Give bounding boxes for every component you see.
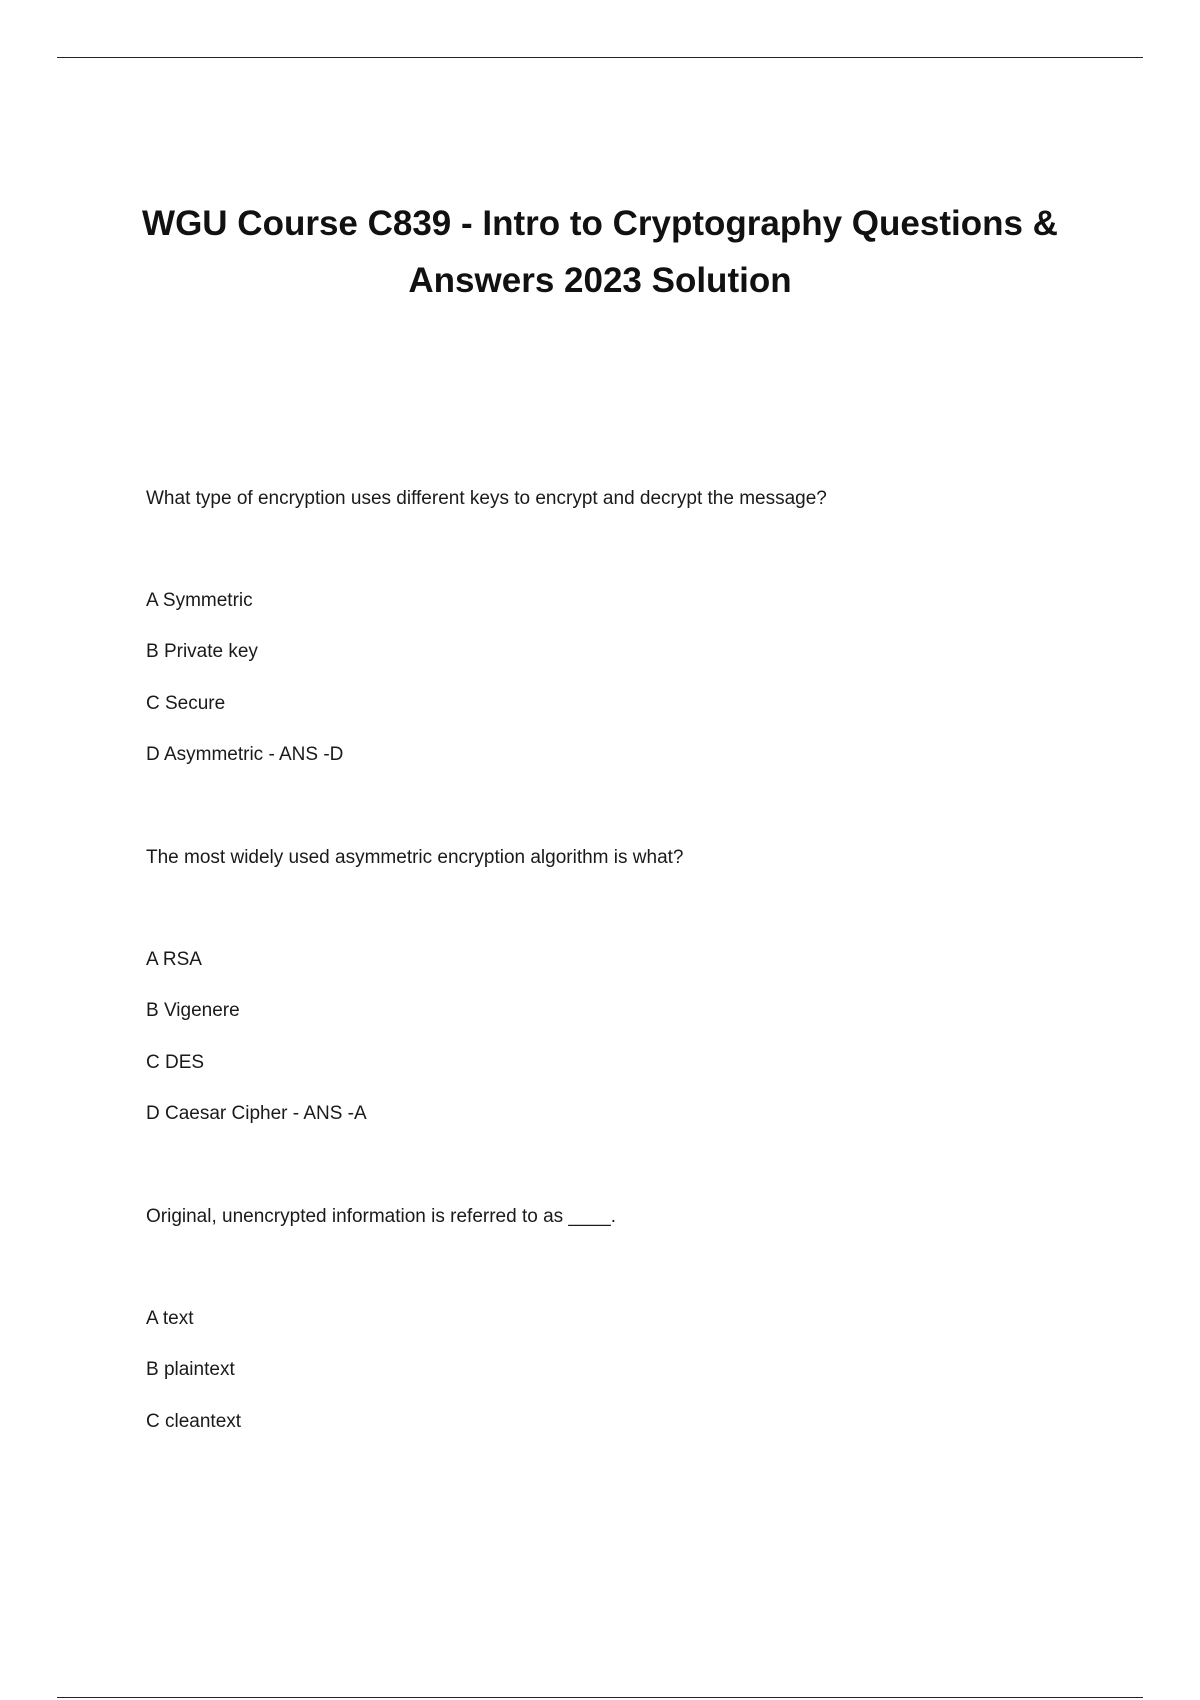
document-title bbox=[100, 195, 1100, 309]
title-line-1: WGU Course C839 - Intro to Cryptography Questions & bbox=[142, 204, 1058, 243]
question-2-option-d: D Caesar Cipher - ANS -A bbox=[146, 1103, 367, 1124]
question-2-prompt: The most widely used asymmetric encryption algorithm is what? bbox=[146, 847, 684, 868]
question-1-option-c: C Secure bbox=[146, 693, 226, 714]
top-rule bbox=[57, 57, 1143, 58]
question-3-prompt: Original, unencrypted information is referred to as ____. bbox=[146, 1206, 616, 1227]
question-2-option-b: B Vigenere bbox=[146, 1000, 240, 1021]
question-3-option-a: A text bbox=[146, 1308, 194, 1329]
question-1-option-d: D Asymmetric - ANS -D bbox=[146, 744, 344, 765]
question-2-option-c: C DES bbox=[146, 1052, 205, 1073]
question-1-prompt: What type of encryption uses different keys to encrypt and decrypt the message? bbox=[146, 488, 827, 509]
question-1-option-a: A Symmetric bbox=[146, 590, 253, 611]
question-2-option-a: A RSA bbox=[146, 949, 202, 970]
question-3-option-c: C cleantext bbox=[146, 1411, 242, 1432]
question-3-option-b: B plaintext bbox=[146, 1359, 235, 1380]
question-1-option-b: B Private key bbox=[146, 641, 258, 662]
bottom-rule bbox=[57, 1697, 1143, 1698]
title-line-2: Answers 2023 Solution bbox=[408, 261, 792, 300]
